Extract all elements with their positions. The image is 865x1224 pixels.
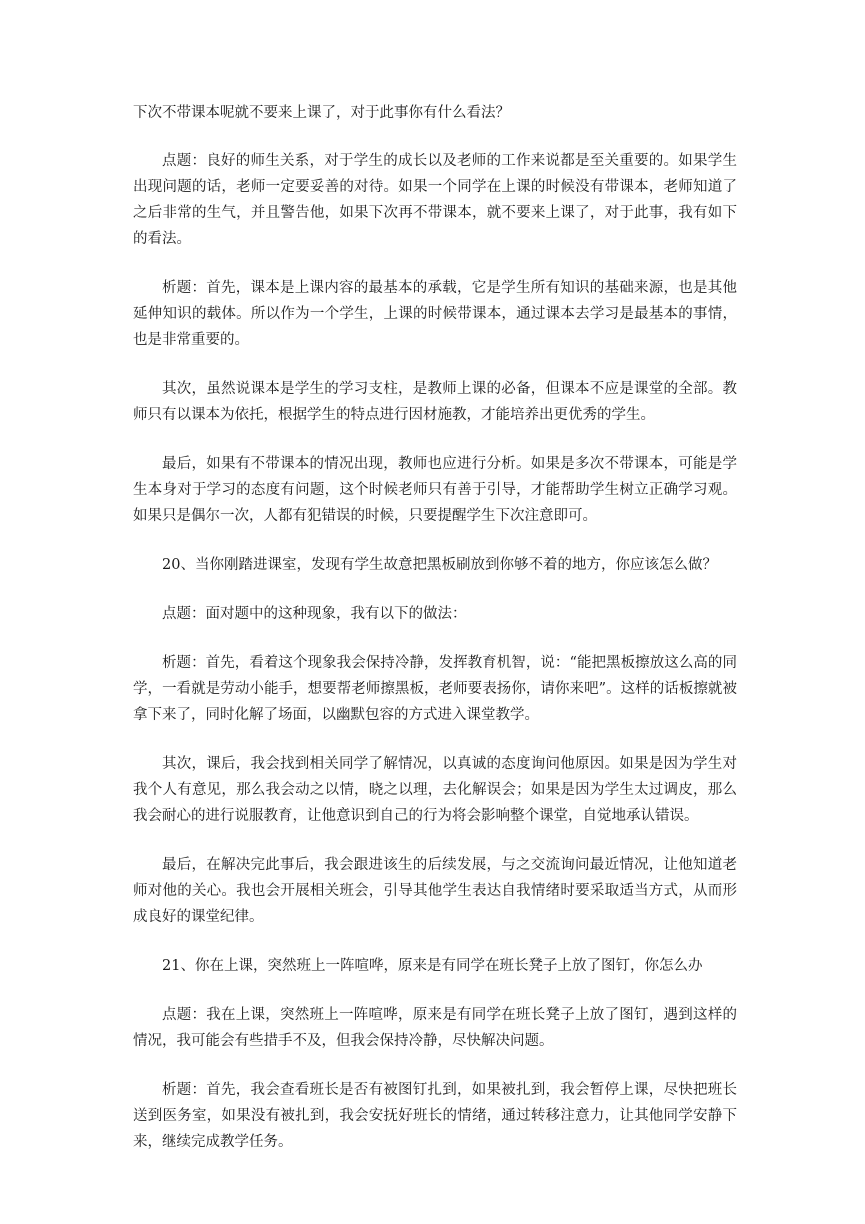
paragraph-dianti-21: 点题：我在上课，突然班上一阵喧哗，原来是有同学在班长凳子上放了图钉，遇到这样的情况，我可能会有些措手不及，但我会保持冷静，尽快解决问题。 [133, 1007, 737, 1049]
paragraph-xiti-20-last: 最后，在解决完此事后，我会跟进该生的后续发展，与之交流询问最近情况，让他知道老师对他的关心。我也会开展相关班会，引导其他学生表达自我情绪时要采取适当方式，从而形成良好的课堂纪律。 [133, 857, 737, 925]
question-21-heading: 21、你在上课，突然班上一阵喧哗，原来是有同学在班长凳子上放了图钉，你怎么办 [162, 958, 703, 974]
paragraph-question-continuation: 下次不带课本呢就不要来上课了，对于此事你有什么看法？ [133, 105, 510, 121]
document-body [133, 100, 737, 1178]
paragraph-xiti-19-first: 析题：首先，课本是上课内容的最基本的承载，它是学生所有知识的基础来源，也是其他延伸知识的载体。所以作为一个学生，上课的时候带课本，通过课本去学习是最基本的事情，也是非常重要的。 [133, 280, 737, 348]
paragraph-dianti-19: 点题：良好的师生关系，对于学生的成长以及老师的工作来说都是至关重要的。如果学生出现问题的话，老师一定要妥善的对待。如果一个同学在上课的时候没有带课本，老师知道了之后非常的生气，并且警告他，如果下次再不带课本，就不要来上课了，对于此事，我有如下的看法。 [133, 153, 737, 247]
paragraph-xiti-20-second: 其次，课后，我会找到相关同学了解情况，以真诚的态度询问他原因。如果是因为学生对我个人有意见，那么我会动之以情，晓之以理，去化解误会；如果是因为学生太过调皮，那么我会耐心的进行说服教育，让他意识到自己的行为将会影响整个课堂，自觉地承认错误。 [133, 756, 737, 824]
paragraph-xiti-21-first: 析题：首先，我会查看班长是否有被图钉扎到，如果被扎到，我会暂停上课，尽快把班长送到医务室，如果没有被扎到，我会安抚好班长的情绪，通过转移注意力，让其他同学安静下来，继续完成教学任务。 [133, 1082, 737, 1150]
paragraph-xiti-20-first: 析题：首先，看着这个现象我会保持冷静，发挥教育机智，说：“能把黑板擦放这么高的同学，一看就是劳动小能手，想要帮老师擦黑板，老师要表扬你，请你来吧”。这样的话板擦就被拿下来了，同时化解了场面，以幽默包容的方式进入课堂教学。 [133, 655, 737, 723]
paragraph-xiti-19-second: 其次，虽然说课本是学生的学习支柱，是教师上课的必备，但课本不应是课堂的全部。教师只有以课本为依托，根据学生的特点进行因材施教，才能培养出更优秀的学生。 [133, 381, 737, 423]
paragraph-xiti-19-last: 最后，如果有不带课本的情况出现，教师也应进行分析。如果是多次不带课本，可能是学生本身对于学习的态度有问题，这个时候老师只有善于引导，才能帮助学生树立正确学习观。如果只是偶尔一次，人都有犯错误的时候，只要提醒学生下次注意即可。 [133, 456, 737, 524]
question-20-heading: 20、当你刚踏进课室，发现有学生故意把黑板刷放到你够不着的地方，你应该怎么做？ [162, 557, 717, 573]
paragraph-dianti-20: 点题：面对题中的这种现象，我有以下的做法： [162, 606, 467, 622]
